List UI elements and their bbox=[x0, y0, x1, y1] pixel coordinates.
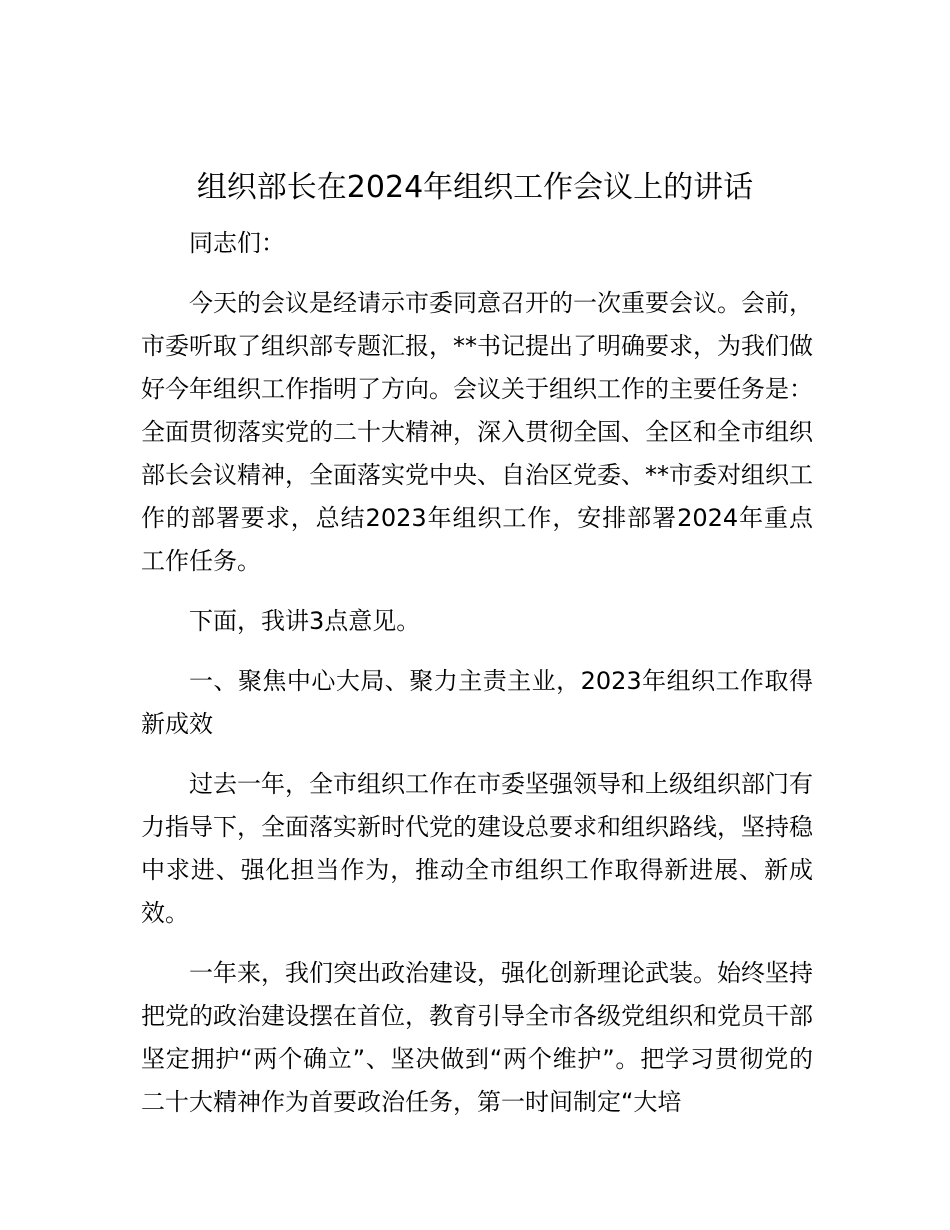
section-heading-1: 一、聚焦中心大局、聚力主责主业，2023年组织工作取得新成效 bbox=[141, 667, 813, 738]
intro-paragraph: 今天的会议是经请示市委同意召开的一次重要会议。会前，市委听取了组织部专题汇报，**书记提出了明确要求，为我们做好今年组织工作指明了方向。会议关于组织工作的主要任务是：全面贯彻落实党的二十大精神，深入贯彻全国、全区和全市组织部长会议精神，全面落实党中央、自治区党委、**市委对组织工作的部署要求，总结2023年组织工作，安排部署2024年重点工作任务。 bbox=[141, 289, 813, 575]
document-title: 组织部长在2024年组织工作会议上的讲话 bbox=[196, 170, 754, 205]
outline-paragraph: 下面，我讲3点意见。 bbox=[189, 607, 421, 635]
document-body bbox=[141, 222, 813, 1141]
detail-paragraph: 一年来，我们突出政治建设，强化创新理论武装。始终坚持把党的政治建设摆在首位，教育引导全市各级党组织和党员干部坚定拥护“两个确立”、坚决做到“两个维护”。把学习贯彻党的二十大精神作为首要政治任务，第一时间制定“大培 bbox=[141, 959, 813, 1116]
salutation-paragraph: 同志们： bbox=[189, 229, 285, 257]
summary-paragraph: 过去一年，全市组织工作在市委坚强领导和上级组织部门有力指导下，全面落实新时代党的建设总要求和组织路线，坚持稳中求进、强化担当作为，推动全市组织工作取得新进展、新成效。 bbox=[141, 770, 813, 927]
